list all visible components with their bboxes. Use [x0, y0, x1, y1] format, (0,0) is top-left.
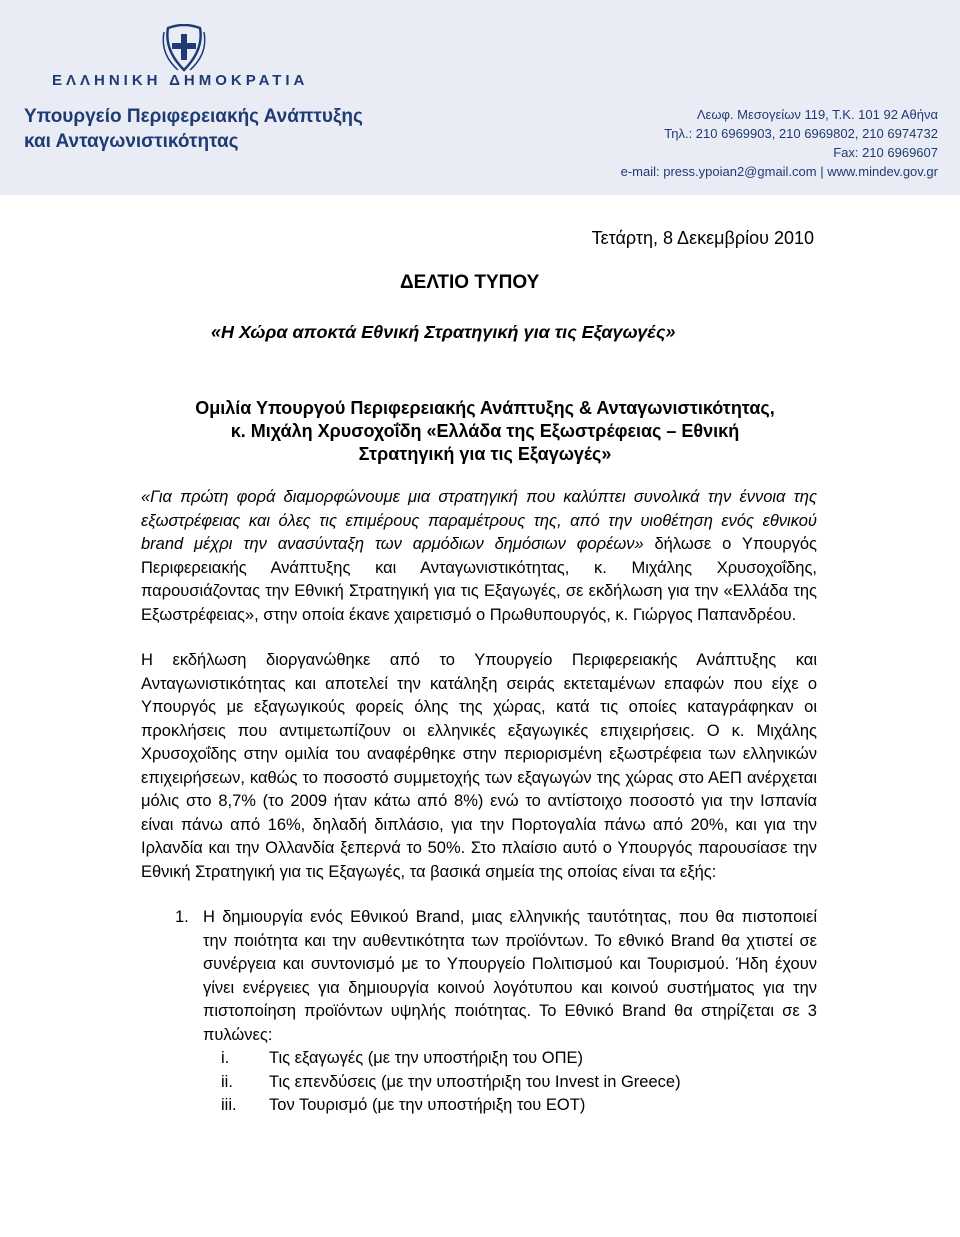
- sub-list-item: [221, 1094, 817, 1118]
- email-web[interactable]: e-mail: press.ypoian2@gmail.com | www.mindev.gov.gr: [620, 164, 938, 179]
- letterhead: [0, 0, 960, 195]
- release-date: Τετάρτη, 8 Δεκεμβρίου 2010: [591, 228, 814, 248]
- sub-list-marker: ii.: [221, 1072, 233, 1091]
- subheading-line-2: κ. Μιχάλη Χρυσοχοΐδη «Ελλάδα της Εξωστρέφειας – Εθνική: [230, 421, 740, 441]
- sub-list-text: Τις εξαγωγές (με την υποστήριξη του ΟΠΕ): [269, 1049, 583, 1067]
- article-body: [141, 486, 817, 1118]
- fax: Fax: 210 6969607: [833, 145, 938, 160]
- sub-list-item: [221, 1071, 817, 1095]
- ministry-line-1: Υπουργείο Περιφερειακής Ανάπτυξης: [24, 106, 363, 127]
- ministry-line-2: και Ανταγωνιστικότητας: [24, 131, 239, 152]
- paragraph-1-rest: δήλωσε ο Υπουργός Περιφερειακής Ανάπτυξης και Ανταγωνιστικότητας, κ. Μιχάλης Χρυσοχοΐδης, παρουσιάζοντας την Εθνική Στρατηγική για τις Εξαγωγές, σε εκδήλωση για την «Ελλάδα της Εξωστρέφειας», στην οποία έκανε χαιρετισμό ο Πρωθυπουργός, κ. Γιώργος Παπανδρέου.: [141, 535, 817, 624]
- contact-info: [621, 105, 938, 181]
- ministry-name: [24, 104, 363, 154]
- government-name: ΕΛΛΗΝΙΚΗ ΔΗΜΟΚΡΑΤΙΑ: [52, 72, 309, 89]
- sub-list-text: Τις επενδύσεις (με την υποστήριξη του Invest in Greece): [269, 1072, 681, 1091]
- paragraph-1: [141, 486, 817, 627]
- hellenic-emblem-icon: [162, 24, 206, 72]
- address: Λεωφ. Μεσογείων 119, Τ.Κ. 101 92 Αθήνα: [696, 107, 938, 122]
- sub-list-marker: i.: [221, 1049, 230, 1067]
- subheading: [130, 397, 840, 466]
- subheading-line-1: Ομιλία Υπουργού Περιφερειακής Ανάπτυξης & Ανταγωνιστικότητας,: [195, 398, 775, 418]
- headline: «Η Χώρα αποκτά Εθνική Στρατηγική για τις Εξαγωγές»: [211, 322, 676, 342]
- list-item: [175, 906, 817, 1047]
- quote: «Για πρώτη φορά διαμορφώνουμε μια στρατηγική που καλύπτει συνολικά την έννοια της εξωστρέφειας και όλες τις επιμέρους παραμέτρους της, από την υιοθέτηση ενός εθνικού brand μέχρι την ανασύνταξη των αρμόδιων δημόσιων φορέων»: [141, 488, 817, 553]
- sub-list-marker: iii.: [221, 1096, 237, 1114]
- press-release-title: ΔΕΛΤΙΟ ΤΥΠΟΥ: [400, 272, 540, 293]
- list-item-text: Η δημιουργία ενός Εθνικού Brand, μιας ελληνικής ταυτότητας, που θα πιστοποιεί την ποιότητα και την αυθεντικότητα των προϊόντων. Το εθνικό Brand θα χτιστεί σε συνέργεια και συντονισμό με το Υπουργείο Πολιτισμού και Τουρισμού. Ήδη έχουν γίνει ενέργειες για δημιουργία κοινού λογότυπου και κοινού συστήματος για την πιστοποίηση προϊόντων υψηλής ποιότητας. Το Εθνικό Brand θα στηρίζεται σε 3 πυλώνες:: [203, 908, 817, 1044]
- list-marker: 1.: [175, 908, 189, 926]
- sub-list-item: [221, 1047, 817, 1071]
- subheading-line-3: Στρατηγική για τις Εξαγωγές»: [358, 444, 612, 464]
- sub-list-text: Τον Τουρισμό (με την υποστήριξη του ΕΟΤ): [269, 1096, 586, 1114]
- paragraph-2: Η εκδήλωση διοργανώθηκε από το Υπουργείο Περιφερειακής Ανάπτυξης και Ανταγωνιστικότητας και αποτελεί την κατάληξη σειράς εκτεταμένων επαφών που είχε ο Υπουργός με εξαγωγικούς φορείς όλης της χώρας, κατά τις οποίες καταγράφηκαν οι προκλήσεις που αντιμετωπίζουν οι ελληνικές εξαγωγικές επιχειρήσεις. Ο κ. Μιχάλης Χρυσοχοΐδης στην ομιλία του αναφέρθηκε στην περιορισμένη εξωστρέφεια των ελληνικών επιχειρήσεων, καθώς το ποσοστό συμμετοχής των εξαγωγών της χώρας στο ΑΕΠ ανέρχεται μόλις στο 8,7% (το 2009 ήταν κάτω από 8%) ενώ το αντίστοιχο ποσοστό για την Ισπανία είναι πάνω από 16%, δηλαδή διπλάσιο, για την Πορτογαλία πάνω από 20%, και για την Ιρλανδία και την Ολλανδία ξεπερνά το 50%. Στο πλαίσιο αυτό ο Υπουργός παρουσίασε την Εθνική Στρατηγική για τις Εξαγωγές, τα βασικά σημεία της οποίας είναι τα εξής:: [141, 651, 817, 881]
- phones: Τηλ.: 210 6969903, 210 6969802, 210 6974732: [664, 126, 938, 141]
